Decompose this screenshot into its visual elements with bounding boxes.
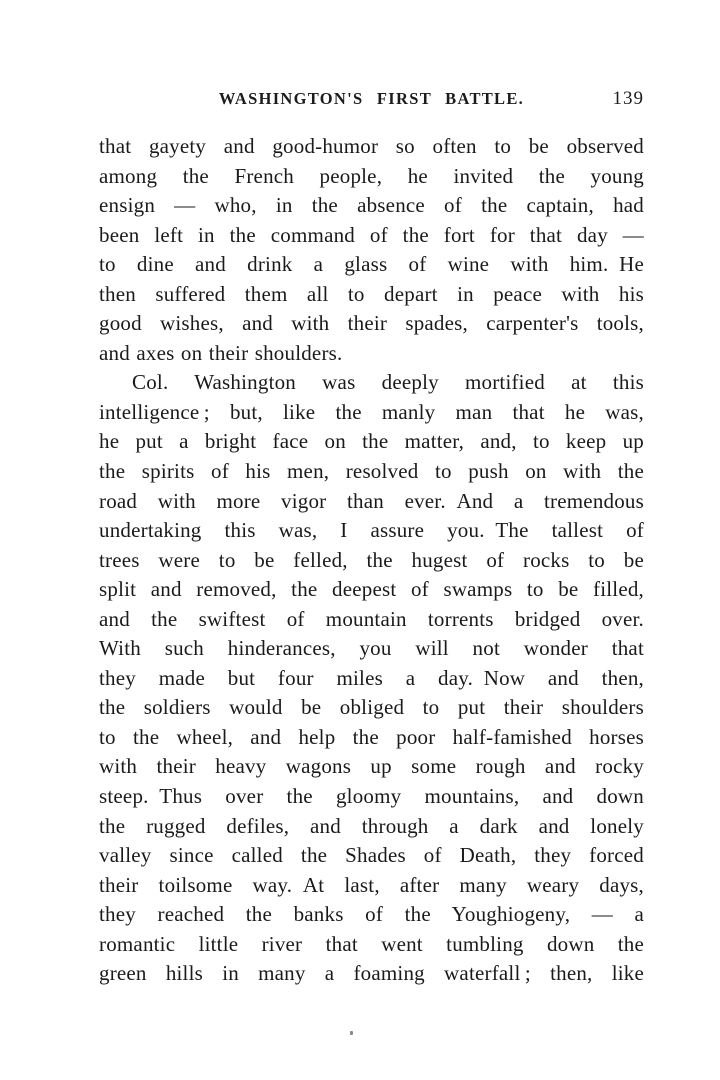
text-line: undertaking this was, I assure you. The tallest of bbox=[99, 518, 644, 543]
text-line: steep. Thus over the gloomy mountains, and down bbox=[99, 784, 644, 809]
text-line: and the swiftest of mountain torrents bridged over. bbox=[99, 606, 644, 631]
text-line: to dine and drink a glass of wine with him. He bbox=[99, 252, 644, 277]
text-block bbox=[99, 88, 644, 989]
text-line: With such hinderances, you will not wonder that bbox=[99, 636, 644, 661]
text-line: valley since called the Shades of Death, they forced bbox=[99, 843, 644, 868]
text-line: that gayety and good-humor so often to be observed bbox=[99, 134, 644, 158]
running-head-title: WASHINGTON'S FIRST BATTLE. bbox=[218, 89, 525, 108]
text-line: been left in the command of the fort for that day — bbox=[99, 222, 644, 247]
page-body bbox=[99, 132, 644, 989]
text-line: road with more vigor than ever. And a tremendous bbox=[99, 488, 644, 513]
text-line: he put a bright face on the matter, and, to keep up bbox=[99, 429, 644, 454]
text-line: trees were to be felled, the hugest of rocks to be bbox=[99, 547, 644, 572]
text-line: ensign — who, in the absence of the captain, had bbox=[99, 193, 644, 218]
text-line: with their heavy wagons up some rough and rocky bbox=[99, 754, 644, 779]
text-line: the spirits of his men, resolved to push on with the bbox=[99, 459, 644, 484]
text-line: green hills in many a foaming waterfall ; then, like bbox=[99, 961, 644, 986]
text-line: they made but four miles a day. Now and then, bbox=[99, 665, 644, 690]
text-line: intelligence ; but, like the manly man that he was, bbox=[99, 399, 644, 424]
running-head bbox=[99, 88, 644, 110]
page-number: 139 bbox=[612, 88, 644, 109]
text-line: they reached the banks of the Youghiogeny, — a bbox=[99, 902, 644, 927]
text-line: then suffered them all to depart in peace with his bbox=[99, 281, 644, 306]
text-line: Col. Washington was deeply mortified at this bbox=[132, 370, 644, 395]
text-line: their toilsome way. At last, after many weary days, bbox=[99, 872, 644, 897]
text-line: the rugged defiles, and through a dark and lonely bbox=[99, 813, 644, 838]
text-line: and axes on their shoulders. bbox=[99, 340, 343, 365]
text-line: romantic little river that went tumbling down the bbox=[99, 931, 644, 956]
text-line: the soldiers would be obliged to put their shoulders bbox=[99, 695, 644, 720]
text-line: to the wheel, and help the poor half-famished horses bbox=[99, 724, 644, 749]
ink-speck bbox=[350, 1031, 353, 1035]
text-line: split and removed, the deepest of swamps to be filled, bbox=[99, 577, 644, 602]
text-line: good wishes, and with their spades, carpenter's tools, bbox=[99, 311, 644, 336]
text-line: among the French people, he invited the young bbox=[99, 163, 644, 188]
